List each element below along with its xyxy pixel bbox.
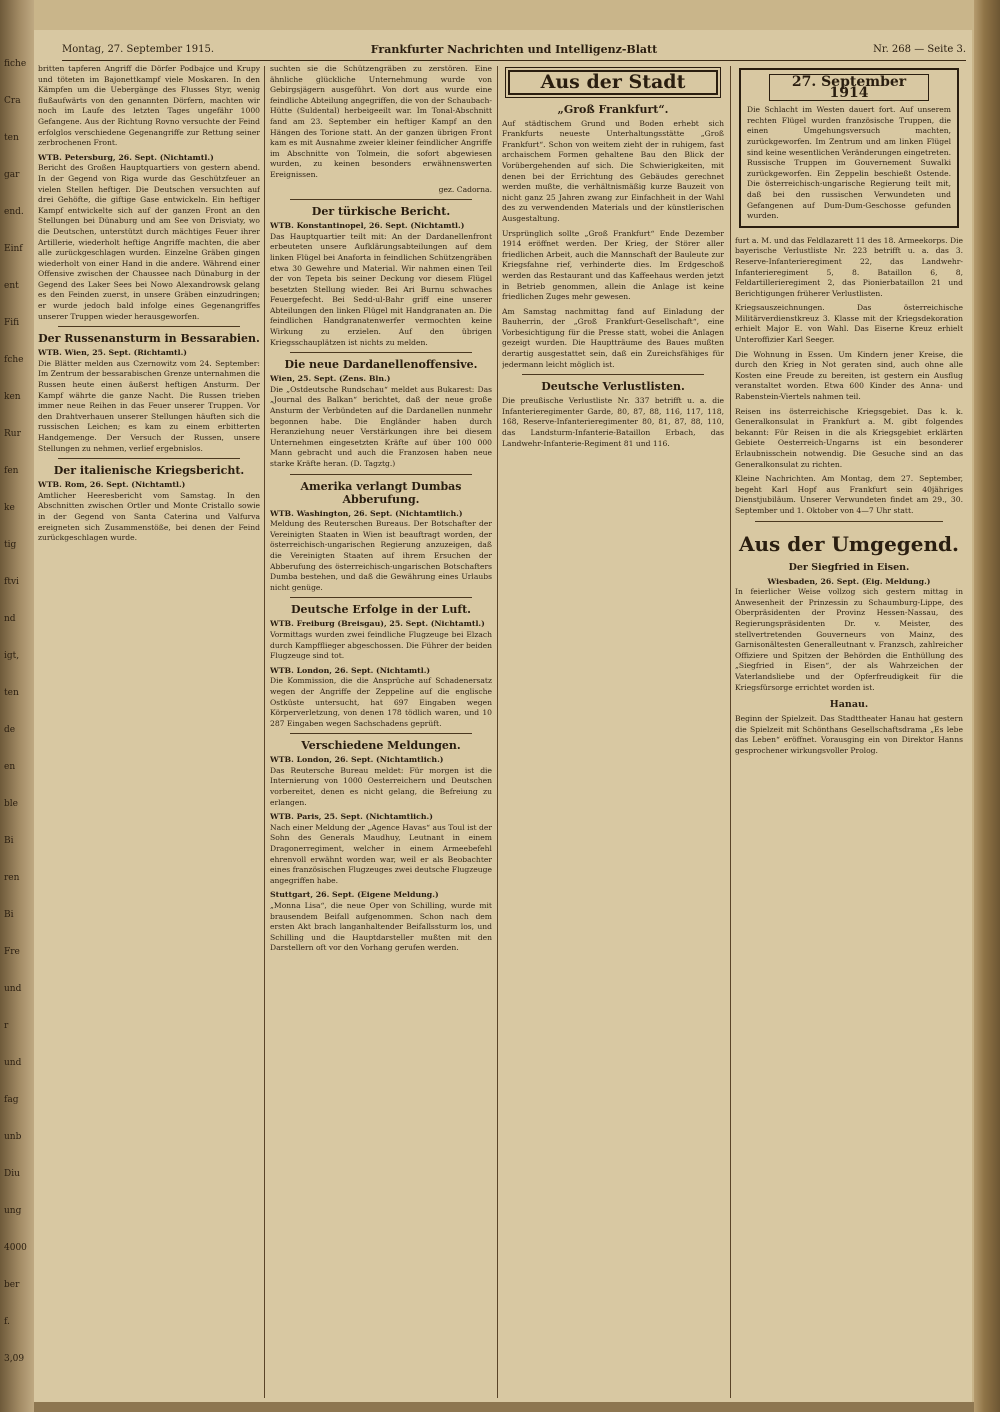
dateline: WTB. Rom, 26. Sept. (Nichtamtl.) — [38, 480, 186, 490]
edge-text-fragment: Bi — [4, 910, 14, 920]
section-heading: Aus der Umgegend. — [739, 531, 959, 556]
divider — [290, 474, 472, 475]
divider — [58, 458, 240, 459]
edge-text-fragment: igt, — [4, 651, 20, 661]
dateline: WTB. Freiburg (Breisgau), 25. Sept. (Nichtamtl.) — [270, 619, 485, 629]
dateline: Wien, 25. Sept. (Zens. Bln.) — [270, 374, 391, 384]
article-body: Die Blätter melden aus Czernowitz vom 24. September: Im Zentrum der bessarabischen Grenze unternahmen die Russen heute einen äußerst heftigen Ansturm. Der Kampf währte die ganze Nacht. Die Russen trieben immer neue Reihen in das Feuer unserer Truppen. Vor den Drahtverhauen unserer Stellungen häuften sich die russischen Leichen; es kam zu einem erbitterten Handgemenge. Der Versuch der Russen, unsere Stellungen zu nehmen, verlief ergebnislos. — [38, 358, 260, 453]
newspaper-page — [34, 30, 972, 1402]
divider — [58, 326, 240, 327]
article-heading: Der italienische Kriegsbericht. — [53, 464, 245, 478]
article-body: In feierlicher Weise vollzog sich gestern mittag in Anwesenheit der Prinzessin zu Schaumburg-Lippe, des Oberpräsidenten der Provinz Hessen-Nassau, des Regierungspräsidenten Dr. v. Meister, des stellvertretenden Gouverneurs von Mainz, des Garnisonältesten Generalleutnant v. Franzsch, zahlreicher Offiziere und Spitzen der Behörden die Enthüllung des „Siegfried in Eisen“, der als Wahrzeichen der Vaterlandsliebe und der Opferfreudigkeit für die Kriegsfürsorge errichtet worden ist. — [735, 587, 963, 692]
edge-text-fragment: end. — [4, 207, 24, 217]
article-body: „Monna Lisa“, die neue Oper von Schilling, wurde mit brausendem Beifall aufgenommen. Schon nach dem ersten Akt brach langanhaltender Beifallssturm los, und Schilling und die Hauptdarsteller mußten mit den Darstellern oft vor den Vorhang gerufen werden. — [270, 901, 492, 953]
column-4 — [735, 64, 963, 1400]
article-heading: Der Siegfried in Eisen. — [788, 561, 910, 573]
dateline: WTB. Washington, 26. Sept. (Nichtamtlich.) — [270, 508, 463, 518]
article-heading: Die neue Dardanellenoffensive. — [284, 358, 478, 372]
dateline: WTB. Paris, 25. Sept. (Nichtamtlich.) — [270, 812, 433, 822]
edge-text-fragment: ftvi — [4, 577, 19, 587]
edge-text-fragment: ten — [4, 688, 19, 698]
article-body: Amtlicher Heeresbericht vom Samstag. In den Abschnitten zwischen Ortler und Monte Cristallo sowie in der Gegend von Santa Caterina und Valfurva ereigneten sich Zusammenstöße, bei denen der Feind zurückgeschlagen wurde. — [38, 490, 260, 543]
dateline: WTB. Wien, 25. Sept. (Richtamtl.) — [38, 348, 187, 358]
article-heading: Hanau. — [829, 699, 869, 711]
edge-text-fragment: ent — [4, 281, 19, 291]
article-body: Am Samstag nachmittag fand auf Einladung der Bauherrin, der „Groß Frankfurt-Gesellschaft“, eine Vorbesichtigung für die Presse statt, wobei die Anlagen gezeigt wurden. Die Hauptträume des Baues mußten derartig ausgestattet sein, daß ein Zureichsfähiges für jedermann leicht möglich ist. — [502, 306, 724, 369]
article-body: furt a. M. und das Feldlazarett 11 des 18. Armeekorps. Die bayerische Verlustliste Nr. 223 betrifft u. a. das 3. Reserve-Infanterieregiment 22, das Landwehr-Infanterieregiment 5, 8. Bataillon 6, 8, Feldartillerieregiment 2, das Pionierbataillon 21 und Berichtigungen früherer Verlustlisten. — [735, 235, 963, 298]
edge-text-fragment: 4000 — [4, 1243, 27, 1253]
article-heading: Deutsche Verlustlisten. — [541, 380, 685, 394]
edge-text-fragment: tig — [4, 540, 17, 550]
edge-text-fragment: ken — [4, 392, 21, 402]
article-body: Nach einer Meldung der „Agence Havas“ aus Toul ist der Sohn des Generals Maudhuy, Leutnant in einem Dragonerregiment, welcher in einem Armeebefehl ehrenvoll erwähnt worden war, weil er als Beobachter eines französischen Flugzeuges zwei deutsche Flugzeuge angegriffen habe. — [270, 822, 492, 885]
column-rule — [497, 66, 498, 1398]
article-heading: „Groß Frankfurt“. — [557, 102, 669, 116]
edge-text-fragment: unb — [4, 1132, 22, 1142]
dateline: Wiesbaden, 26. Sept. (Eig. Meldung.) — [767, 576, 931, 586]
edge-text-fragment: Bi — [4, 836, 14, 846]
article-heading: Deutsche Erfolge in der Luft. — [291, 603, 471, 617]
edge-text-fragment: Fifi — [4, 318, 20, 328]
edge-text-fragment: Cra — [4, 96, 21, 106]
signature: gez. Cadorna. — [438, 184, 492, 194]
edge-text-fragment: Rur — [4, 429, 21, 439]
edge-text-fragment: fen — [4, 466, 19, 476]
article-body: Kleine Nachrichten. Am Montag, dem 27. September, begeht Karl Hopf aus Frankfurt sein 40jähriges Dienstjubiläum. Unserer Verwundeten findet am 29., 30. September und 1. Oktober von 4—7 Uhr statt. — [735, 474, 963, 515]
article-intro: britten tapferen Angriff die Dörfer Podbajce und Krupy und töteten im Bajonettkampf viele Moskaren. In den Kämpfen um die Uebergänge des Flusses Styr, wenig flußaufwärts von den genannten Dörfern, machten wir noch im Laufe des letzten Tages ungefähr 1000 Gefangene. Aus der Richtung Rovno versuchte der Feind erfolglos verschiedene Gegenangriffe zur Rettung seiner zerbrochenen Front. — [38, 64, 260, 148]
page-header — [62, 44, 966, 61]
article-body: Die preußische Verlustliste Nr. 337 betrifft u. a. die Infanterieregimenter Garde, 80, 87, 88, 116, 117, 118, 168, Reserve-Infanterieregimenter 80, 81, 87, 88, 110, das Landsturm-Infanterie-Bataillon Erbach, das Landwehr-Infanterie-Regiment 81 und 116. — [502, 396, 724, 448]
edge-text-fragment: fag — [4, 1095, 19, 1105]
edge-text-fragment: und — [4, 984, 22, 994]
edge-text-fragment: fche — [4, 355, 24, 365]
page-bottom-shadow — [34, 1402, 974, 1412]
article-heading: Amerika verlangt Dumbas Abberufung. — [300, 479, 462, 506]
article-heading: Der Russenansturm in Bessarabien. — [38, 332, 260, 346]
column-1 — [38, 64, 260, 1400]
article-body: Das Reutersche Bureau meldet: Für morgen ist die Internierung von 1000 Oesterreichern und Deutschen vorbereitet, denen es nicht gelang, die Befreiung zu erlangen. — [270, 765, 492, 807]
edge-text-fragment: r — [4, 1021, 9, 1031]
divider — [290, 352, 472, 353]
article-body: Auf städtischem Grund und Boden erhebt sich Frankfurts neueste Unterhaltungsstätte „Groß Frankfurt“. Schon von weitem zieht der in ruhigem, fast archaischem Formen gehaltene Bau den Blick der Vorübergehenden auf sich. Die Schwierigkeiten, mit denen bei der Errichtung des Gebäudes gerechnet werden mußte, die verhältnismäßig kurze Bauzeit von nicht ganz 25 Jahren zwang zur Einfachheit in der Wahl des zu verwendenden Materials und der künstlerischen Ausgestaltung. — [502, 118, 724, 223]
divider — [522, 374, 704, 375]
anniversary-box — [739, 68, 959, 228]
header-page-number: Nr. 268 — Seite 3. — [873, 44, 966, 55]
edge-text-fragment: ten — [4, 133, 19, 143]
edge-text-fragment: Diu — [4, 1169, 20, 1179]
edge-text-fragment: 3,09 — [4, 1354, 25, 1364]
edge-text-fragment: Einf — [4, 244, 23, 254]
article-body: Die Kommission, die die Ansprüche auf Schadenersatz wegen der Angriffe der Zeppeline auf die englische Ostküste untersucht, hat 697 Eingaben wegen Körperverletzung, von denen 178 tödlich waren, und 10 287 Eingaben wegen Sachschadens geprüft. — [270, 676, 492, 728]
edge-text-fragment: f. — [4, 1317, 10, 1327]
dateline: WTB. Petersburg, 26. Sept. (Nichtamtl.) — [38, 152, 214, 162]
article-body: Meldung des Reuterschen Bureaus. Der Botschafter der Vereinigten Staaten in Wien ist beauftragt worden, der österreichisch-ungarischen Regierung anzuzeigen, daß die Vereinigten Staaten auf ihrem Ersuchen der Abberufung des österreichisch-ungarischen Botschafters Dumba bestehen, und daß die Gewährung eines Urlaubs nicht genüge. — [270, 519, 492, 592]
divider — [290, 597, 472, 598]
edge-text-fragment: und — [4, 1058, 22, 1068]
column-3 — [502, 64, 724, 1400]
edge-text-fragment: ke — [4, 503, 15, 513]
edge-text-fragment: ren — [4, 873, 20, 883]
anniversary-date: 27. September 1914 — [769, 74, 929, 101]
previous-page-edge — [0, 0, 34, 1412]
article-body: Die „Ostdeutsche Rundschau“ meldet aus Bukarest: Das „Journal des Balkan“ berichtet, daß der neue große Ansturm der Verbündeten auf die Dardanellen nunmehr begonnen habe. Die Engländer haben durch Heranziehung neuer Verstärkungen ihre bei diesem Unternehmen eingesetzten Kräfte auf über 100 000 Mann gebracht und auch die Franzosen haben neue starke Kräfte heran. (D. Tagztg.) — [270, 384, 492, 468]
article-body: Die Wohnung in Essen. Um Kindern jener Kreise, die durch den Krieg in Not geraten sind, auch ohne alle Kosten eine Freude zu bereiten, ist gestern ein Ausflug veranstaltet worden. Etwa 600 Kinder des Anna- und Rabenstein-Viertels nahmen teil. — [735, 349, 963, 402]
edge-text-fragment: Fre — [4, 947, 20, 957]
edge-text-fragment: en — [4, 762, 16, 772]
edge-text-fragment: ung — [4, 1206, 22, 1216]
divider — [290, 733, 472, 734]
article-body: Bericht des Großen Hauptquartiers von gestern abend. In der Gegend von Riga wurde das Geschützfeuer an vielen Stellen heftiger. Die Deutschen versuchten auf drei Gehöfte, die giftige Gase entwickeln. Ein heftiger Kampf entwickelte sich auf der ganzen Front an den Stellungen bei Dünaburg und am See von Drisviaty, wo die Deutschen, unterstützt durch mächtiges Feuer ihrer Artillerie, wiederholt heftige Angriffe machten, die aber alle zurückgeschlagen wurden. Einzelne Gräben gingen wiederholt von einer Hand in die andere. Während einer Offensive zwischen der Chaussee nach Dünaburg in der Gegend des Laker Sees bei Nowo Alexandrowsk gelang es den Feinden zuerst, in unsere Gräben einzudringen; er wurde jedoch bald infolge eines Gegenangriffes unserer Truppen wieder herausgeworfen. — [38, 163, 260, 321]
dateline: WTB. London, 26. Sept. (Nichtamtl.) — [270, 665, 431, 675]
section-title-box: Aus der Stadt — [508, 70, 718, 95]
column-rule — [730, 66, 731, 1398]
book-binding-edge — [974, 0, 1000, 1412]
article-body: Beginn der Spielzeit. Das Stadttheater Hanau hat gestern die Spielzeit mit Schönthans Gesellschaftsdrama „Es lebe das Leben“ eröffnet. Vorausging ein von Direktor Hanns gesprochener wirkungsvoller Prolog. — [735, 714, 963, 755]
article-body: Kriegsauszeichnungen. Das österreichische Militärverdienstkreuz 3. Klasse mit der Kriegsdekoration erhielt Major E. von Wahl. Das Eiserne Kreuz erhielt Unteroffizier Karl Seeger. — [735, 303, 963, 345]
dateline: Stuttgart, 26. Sept. (Eigene Meldung.) — [270, 890, 439, 900]
dateline: WTB. London, 26. Sept. (Nichtamtlich.) — [270, 755, 444, 765]
article-body: Vormittags wurden zwei feindliche Flugzeuge bei Elzach durch Kampfflieger abgeschossen. Die Führer der beiden Flugzeuge sind tot. — [270, 629, 492, 661]
divider — [290, 199, 472, 200]
anniversary-text: Die Schlacht im Westen dauert fort. Auf unserem rechten Flügel wurden französische Truppen, die einen Umgehungsversuch machten, zurückgeworfen. Im Zentrum und am linken Flügel sind keine wesentlichen Veränderungen eingetreten. Russische Truppen im Gouvernement Suwalki zurückgeworfen. Ein Zeppelin beschießt Ostende. Die österreichisch-ungarische Regierung teilt mit, daß bei den russischen Verwundeten und Gefangenen auf Dum-Dum-Geschosse gefunden wurden. — [747, 105, 951, 221]
dateline: WTB. Konstantinopel, 26. Sept. (Nichtamtl.) — [270, 221, 465, 231]
header-date: Montag, 27. September 1915. — [62, 44, 215, 55]
article-body: Das Hauptquartier teilt mit: An der Dardanellenfront erbeuteten unsere Aufklärungsabteilungen auf dem linken Flügel bei Anaforta in feindlichen Schützengräben etwa 30 Gewehre und Material. Wir nahmen einen Teil der von Tepeta bis seiner Deckung vor diesem Flügel besetzten Stellung wieder. Bei Ari Burnu schwaches Feuergefecht. Bei Sedd-ul-Bahr griff eine unserer Abteilungen den linken Flügel mit Handgranaten an. Die feindlichen Handgranatenwerfer vermochten keine Wirkung zu erzielen. Auf den übrigen Kriegsschauplätzen ist nichts zu melden. — [270, 231, 492, 347]
masthead-title: Frankfurter Nachrichten und Intelligenz-Blatt — [370, 43, 658, 56]
article-heading: Verschiedene Meldungen. — [301, 739, 461, 753]
edge-text-fragment: fiche — [4, 59, 27, 69]
edge-text-fragment: ble — [4, 799, 18, 809]
divider — [755, 521, 943, 522]
edge-text-fragment: ber — [4, 1280, 20, 1290]
edge-text-fragment: nd — [4, 614, 16, 624]
article-intro: suchten sie die Schützengräben zu zerstören. Eine ähnliche glückliche Unternehmung wurde von Gebirgsjägern ausgeführt. Von dort aus wurde eine feindliche Abteilung angegriffen, die von der Schaubach-Hütte (Suldental) herbeigeeilt war. Im Tonal-Abschnitt fand am 23. September ein heftiger Kampf an den Hängen des Torione statt. An der ganzen übrigen Front kam es mit Ausnahme zweier kleiner feindlicher Angriffe im Abschnitte von Tolmein, die sofort abgewiesen wurden, zu keinen besonders erwähnenswerten Ereignissen. — [270, 64, 492, 179]
edge-text-fragment: gar — [4, 170, 20, 180]
column-rule — [264, 66, 265, 1398]
article-body: Ursprünglich sollte „Groß Frankfurt“ Ende Dezember 1914 eröffnet werden. Der Krieg, der Störer aller friedlichen Arbeit, auch die Mannschaft der Bauleute zur Kriegsfahne rief, verhinderte dies. Im Erdgeschoß werden das Restaurant und das Kaffeehaus werden jetzt in Betrieb genommen, allein die Anlage ist keine friedlichen Zuges mehr gewesen. — [502, 228, 724, 302]
article-heading: Der türkische Bericht. — [311, 205, 451, 219]
edge-text-fragment: de — [4, 725, 16, 735]
column-2 — [270, 64, 492, 1400]
article-body: Reisen ins österreichische Kriegsgebiet. Das k. k. Generalkonsulat in Frankfurt a. M. gibt folgendes bekannt: Für Reisen in die als Kriegsgebiet erklärten Gebiete Oesterreich-Ungarns ist ein besonderer Erlaubnisschein notwendig. Die Gesuche sind an das Generalkonsulat zu richten. — [735, 406, 963, 469]
